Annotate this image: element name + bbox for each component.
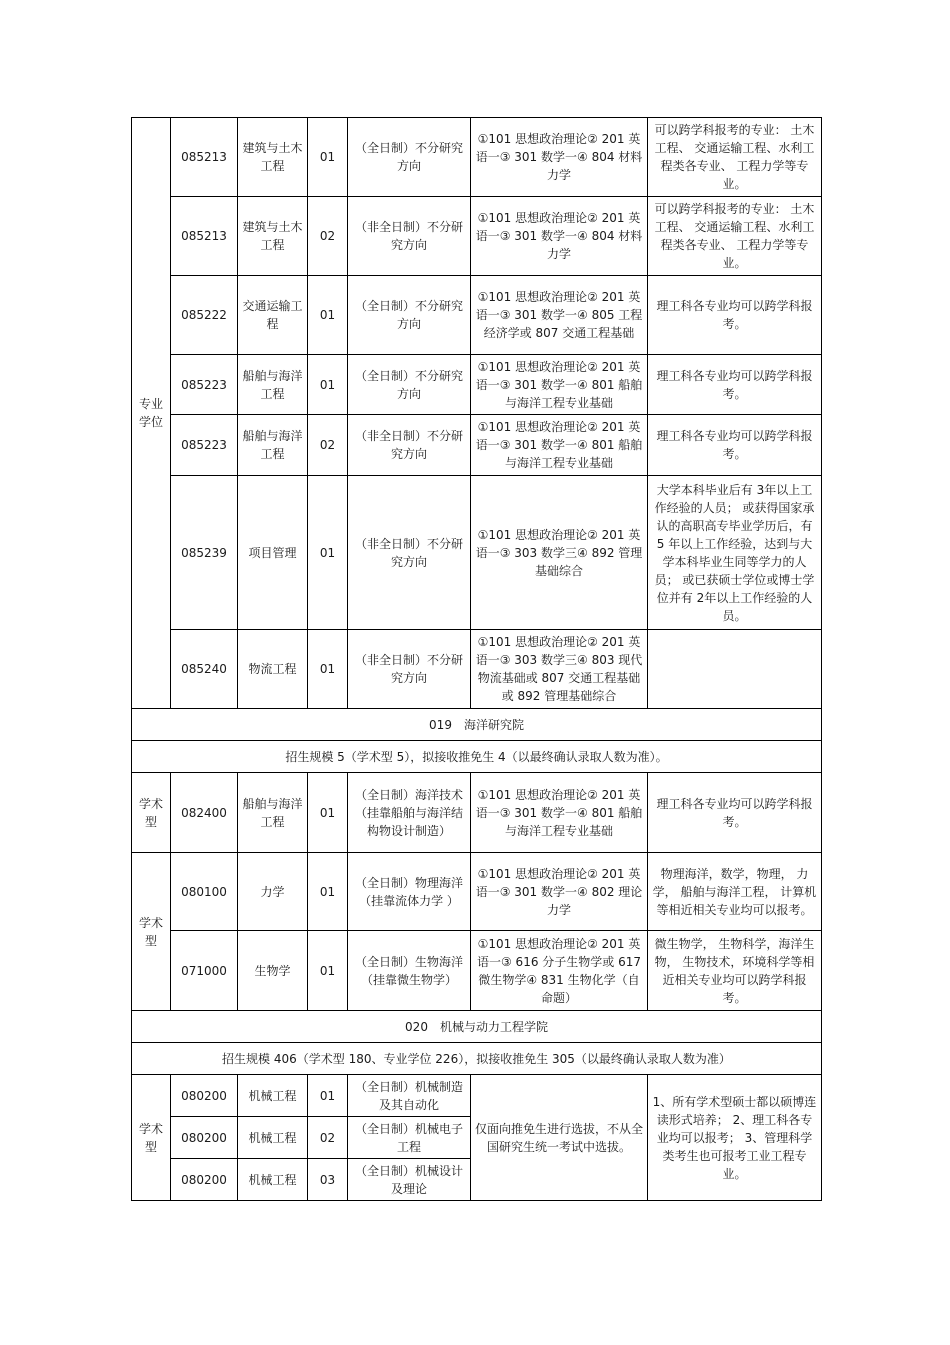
exam-subjects-cell: ①101 思想政治理论② 201 英语一③ 301 数学一④ 801 船舶与海洋工程专业基础 — [471, 773, 648, 853]
study-mode-cell: （非全日制）不分研究方向 — [348, 630, 471, 709]
table-row — [132, 476, 822, 630]
remarks-cell: 物理海洋，数学，物理， 力学， 船舶与海洋工程， 计算机等相近相关专业均可以报考。 — [648, 853, 822, 931]
major-name-cell: 机械工程 — [238, 1075, 308, 1117]
exam-subjects-cell: 仅面向推免生进行选拔，不从全国研究生统一考试中选拔。 — [471, 1075, 648, 1201]
admissions-table — [131, 117, 822, 1201]
study-mode-cell: （非全日制）不分研究方向 — [348, 415, 471, 476]
major-code-cell: 071000 — [171, 931, 238, 1011]
exam-subjects-cell: ①101 思想政治理论② 201 英语一③ 301 数学一④ 804 材料力学 — [471, 197, 648, 276]
table-row — [132, 355, 822, 415]
direction-number-cell: 02 — [308, 197, 348, 276]
major-name-cell: 交通运输工程 — [238, 276, 308, 355]
enrollment-scale: 招生规模 406（学术型 180、专业学位 226），拟接收推免生 305（以最终确认录取人数为准） — [132, 1043, 822, 1075]
major-name-cell: 生物学 — [238, 931, 308, 1011]
remarks-cell: 可以跨学科报考的专业： 土木工程、 交通运输工程、水利工程类各专业、 工程力学等专业。 — [648, 197, 822, 276]
major-name-cell: 力学 — [238, 853, 308, 931]
table-row — [132, 118, 822, 197]
table-row — [132, 931, 822, 1011]
remarks-cell: 微生物学， 生物科学，海洋生物， 生物技术，环境科学等相近相关专业均可以跨学科报考。 — [648, 931, 822, 1011]
major-code-cell: 080200 — [171, 1159, 238, 1201]
exam-subjects-cell: ①101 思想政治理论② 201 英语一③ 303 数学三④ 803 现代物流基础或 807 交通工程基础或 892 管理基础综合 — [471, 630, 648, 709]
major-name-cell: 船舶与海洋工程 — [238, 415, 308, 476]
remarks-cell: 理工科各专业均可以跨学科报考。 — [648, 276, 822, 355]
major-code-cell: 085213 — [171, 118, 238, 197]
direction-number-cell: 01 — [308, 773, 348, 853]
major-name-cell: 建筑与土木工程 — [238, 197, 308, 276]
exam-subjects-cell: ①101 思想政治理论② 201 英语一③ 301 数学一④ 802 理论力学 — [471, 853, 648, 931]
direction-number-cell: 01 — [308, 1075, 348, 1117]
table-row — [132, 197, 822, 276]
major-code-cell: 082400 — [171, 773, 238, 853]
major-code-cell: 085240 — [171, 630, 238, 709]
direction-number-cell: 02 — [308, 1117, 348, 1159]
major-code-cell: 085223 — [171, 355, 238, 415]
table-row — [132, 630, 822, 709]
exam-subjects-cell: ①101 思想政治理论② 201 英语一③ 616 分子生物学或 617 微生物学④ 831 生物化学（自命题） — [471, 931, 648, 1011]
major-code-cell: 080200 — [171, 1117, 238, 1159]
direction-number-cell: 03 — [308, 1159, 348, 1201]
remarks-cell: 理工科各专业均可以跨学科报考。 — [648, 355, 822, 415]
exam-subjects-cell: ①101 思想政治理论② 201 英语一③ 303 数学三④ 892 管理基础综合 — [471, 476, 648, 630]
enrollment-scale: 招生规模 5（学术型 5），拟接收推免生 4（以最终确认录取人数为准）。 — [132, 741, 822, 773]
direction-number-cell: 01 — [308, 630, 348, 709]
direction-number-cell: 01 — [308, 476, 348, 630]
remarks-cell: 理工科各专业均可以跨学科报考。 — [648, 415, 822, 476]
major-code-cell: 085223 — [171, 415, 238, 476]
major-code-cell: 085239 — [171, 476, 238, 630]
major-name-cell: 项目管理 — [238, 476, 308, 630]
study-mode-cell: （全日制）不分研究方向 — [348, 276, 471, 355]
major-name-cell: 船舶与海洋工程 — [238, 773, 308, 853]
major-code-cell: 085213 — [171, 197, 238, 276]
major-code-cell: 080100 — [171, 853, 238, 931]
direction-number-cell: 01 — [308, 118, 348, 197]
degree-type-cell: 学术 型 — [132, 853, 171, 1011]
table-row — [132, 773, 822, 853]
study-mode-cell: （全日制）海洋技术（挂靠船舶与海洋结构物设计制造） — [348, 773, 471, 853]
major-name-cell: 机械工程 — [238, 1117, 308, 1159]
study-mode-cell: （全日制）不分研究方向 — [348, 355, 471, 415]
study-mode-cell: （非全日制）不分研究方向 — [348, 197, 471, 276]
degree-type-cell: 专业 学位 — [132, 118, 171, 709]
college-name: 019 海洋研究院 — [132, 709, 822, 741]
college-header-row — [132, 709, 822, 741]
major-code-cell: 080200 — [171, 1075, 238, 1117]
study-mode-cell: （全日制）机械制造及其自动化 — [348, 1075, 471, 1117]
study-mode-cell: （全日制）机械设计及理论 — [348, 1159, 471, 1201]
direction-number-cell: 02 — [308, 415, 348, 476]
study-mode-cell: （全日制）生物海洋（挂靠微生物学） — [348, 931, 471, 1011]
exam-subjects-cell: ①101 思想政治理论② 201 英语一③ 301 数学一④ 801 船舶与海洋工程专业基础 — [471, 415, 648, 476]
exam-subjects-cell: ①101 思想政治理论② 201 英语一③ 301 数学一④ 801 船舶与海洋工程专业基础 — [471, 355, 648, 415]
exam-subjects-cell: ①101 思想政治理论② 201 英语一③ 301 数学一④ 805 工程经济学或 807 交通工程基础 — [471, 276, 648, 355]
direction-number-cell: 01 — [308, 931, 348, 1011]
study-mode-cell: （非全日制）不分研究方向 — [348, 476, 471, 630]
remarks-cell — [648, 630, 822, 709]
direction-number-cell: 01 — [308, 853, 348, 931]
remarks-cell: 大学本科毕业后有 3年以上工作经验的人员； 或获得国家承认的高职高专毕业学历后，有 5 年以上工作经验，达到与大学本科毕业生同等学力的人员； 或已获硕士学位或博士学位并有 2年以上工作经验的人员。 — [648, 476, 822, 630]
direction-number-cell: 01 — [308, 355, 348, 415]
table-row — [132, 1075, 822, 1117]
study-mode-cell: （全日制）不分研究方向 — [348, 118, 471, 197]
enrollment-scale-row — [132, 741, 822, 773]
major-name-cell: 物流工程 — [238, 630, 308, 709]
table-row — [132, 853, 822, 931]
major-name-cell: 机械工程 — [238, 1159, 308, 1201]
degree-type-cell: 学术 型 — [132, 1075, 171, 1201]
study-mode-cell: （全日制）机械电子工程 — [348, 1117, 471, 1159]
degree-type-cell: 学术 型 — [132, 773, 171, 853]
remarks-cell: 1、所有学术型硕士都以硕博连读形式培养； 2、理工科各专业均可以报考； 3、管理科学类考生也可报考工业工程专业。 — [648, 1075, 822, 1201]
direction-number-cell: 01 — [308, 276, 348, 355]
major-name-cell: 船舶与海洋工程 — [238, 355, 308, 415]
remarks-cell: 理工科各专业均可以跨学科报考。 — [648, 773, 822, 853]
remarks-cell: 可以跨学科报考的专业： 土木工程、 交通运输工程、水利工程类各专业、 工程力学等专业。 — [648, 118, 822, 197]
exam-subjects-cell: ①101 思想政治理论② 201 英语一③ 301 数学一④ 804 材料力学 — [471, 118, 648, 197]
major-name-cell: 建筑与土木工程 — [238, 118, 308, 197]
college-header-row — [132, 1011, 822, 1043]
college-name: 020 机械与动力工程学院 — [132, 1011, 822, 1043]
table-row — [132, 276, 822, 355]
study-mode-cell: （全日制）物理海洋（挂靠流体力学 ） — [348, 853, 471, 931]
enrollment-scale-row — [132, 1043, 822, 1075]
table-row — [132, 415, 822, 476]
major-code-cell: 085222 — [171, 276, 238, 355]
